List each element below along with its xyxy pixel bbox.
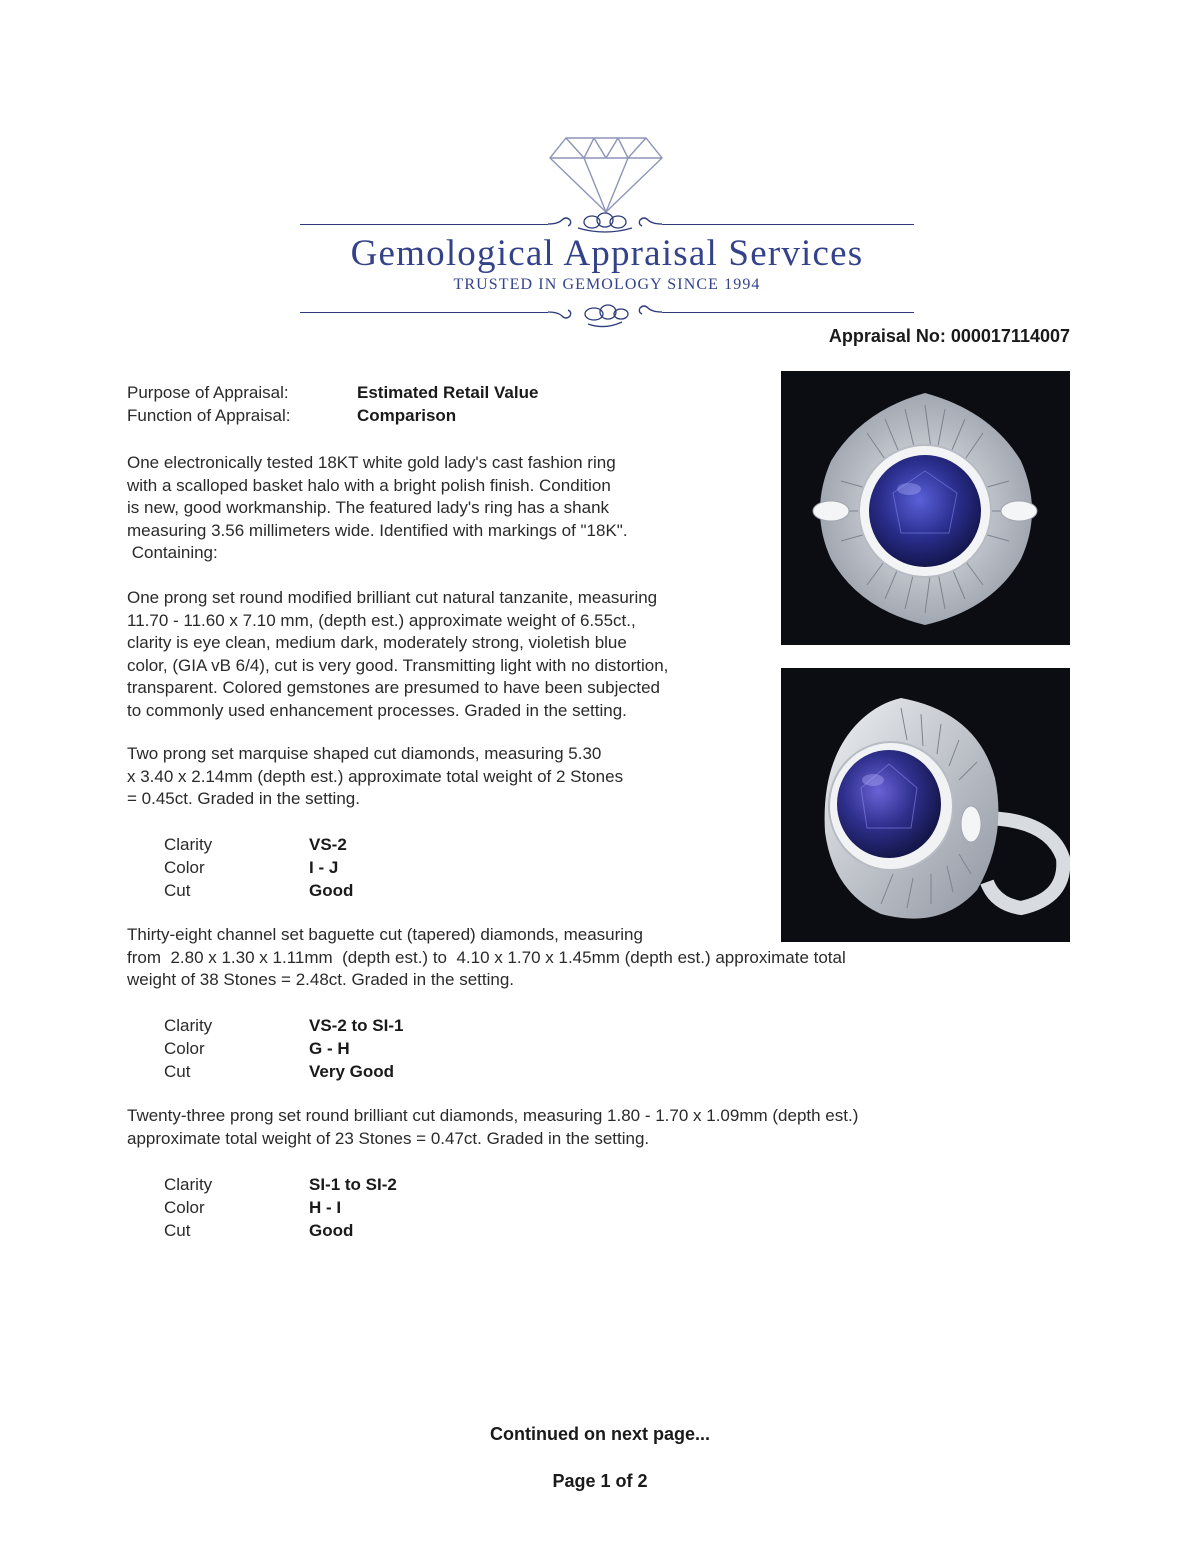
continued-note: Continued on next page... <box>490 1424 710 1444</box>
round-grades <box>164 1173 464 1243</box>
grade-label: Cut <box>164 1221 191 1240</box>
center-stone-description <box>127 587 767 723</box>
text-line: to commonly used enhancement processes. Graded in the setting. <box>127 700 627 720</box>
text-line: color, (GIA vB 6/4), cut is very good. Transmitting light with no distortion, <box>127 655 669 675</box>
text-line: Containing: <box>127 543 218 563</box>
text-line: One prong set round modified brilliant cut natural tanzanite, measuring <box>127 588 658 607</box>
grade-value: I - J <box>309 858 339 877</box>
grade-value: VS-2 to SI-1 <box>309 1016 404 1035</box>
grade-value: Good <box>309 1221 354 1240</box>
text-line: x 3.40 x 2.14mm (depth est.) approximate total weight of 2 Stones <box>127 766 624 786</box>
page-number: Page 1 of 2 <box>552 1471 648 1491</box>
ring-photo-angled <box>781 668 1070 942</box>
ring-photo-top <box>781 371 1070 645</box>
grade-value: Good <box>309 881 354 900</box>
grade-label: Clarity <box>164 1175 213 1194</box>
appraisal-number: Appraisal No: 000017114007 <box>828 326 1070 346</box>
grade-label: Color <box>164 1039 205 1058</box>
grade-label: Clarity <box>164 835 213 854</box>
grade-label: Cut <box>164 1062 191 1081</box>
bottom-rule-left <box>300 312 548 313</box>
baguette-grades <box>164 1014 464 1084</box>
text-line: from 2.80 x 1.30 x 1.11mm (depth est.) to 4.10 x 1.70 x 1.45mm (depth est.) approximate total <box>127 947 846 967</box>
text-line: with a scalloped basket halo with a bright polish finish. Condition <box>127 475 611 495</box>
ring-top-view-image <box>781 371 1070 645</box>
text-line: Twenty-three prong set round brilliant cut diamonds, measuring 1.80 - 1.70 x 1.09mm (depth est.) <box>127 1106 859 1125</box>
text-line: weight of 38 Stones = 2.48ct. Graded in the setting. <box>127 970 514 990</box>
grade-value: H - I <box>309 1198 342 1217</box>
purpose-label: Purpose of Appraisal: <box>127 383 289 402</box>
purpose-block <box>127 383 687 431</box>
marquise-description <box>127 743 747 811</box>
flourish-bottom-icon <box>548 298 662 330</box>
text-line: transparent. Colored gemstones are presumed to have been subjected <box>127 678 660 698</box>
text-line: One electronically tested 18KT white gold lady's cast fashion ring <box>127 453 616 472</box>
grade-label: Cut <box>164 881 191 900</box>
company-name: Gemological Appraisal Services <box>350 233 864 274</box>
ring-angle-view-image <box>781 668 1070 942</box>
diamond-logo-icon <box>548 132 664 214</box>
function-label: Function of Appraisal: <box>127 406 291 425</box>
grade-label: Color <box>164 1198 205 1217</box>
ring-description <box>127 452 767 565</box>
grade-label: Color <box>164 858 205 877</box>
top-rule-left <box>300 224 548 225</box>
grade-value: Very Good <box>309 1062 395 1081</box>
text-line: clarity is eye clean, medium dark, moderately strong, violetish blue <box>127 633 627 653</box>
bottom-rule-right <box>662 312 914 313</box>
text-line: is new, good workmanship. The featured lady's ring has a shank <box>127 498 610 518</box>
text-line: 11.70 - 11.60 x 7.10 mm, (depth est.) approximate weight of 6.55ct., <box>127 610 636 630</box>
grade-label: Clarity <box>164 1016 213 1035</box>
text-line: approximate total weight of 23 Stones = 0.47ct. Graded in the setting. <box>127 1128 650 1148</box>
top-rule-right <box>662 224 914 225</box>
text-line: = 0.45ct. Graded in the setting. <box>127 789 360 809</box>
grade-value: VS-2 <box>309 835 347 854</box>
text-line: Thirty-eight channel set baguette cut (tapered) diamonds, measuring <box>127 925 643 944</box>
company-tagline: TRUSTED IN GEMOLOGY SINCE 1994 <box>453 276 761 293</box>
text-line: Two prong set marquise shaped cut diamonds, measuring 5.30 <box>127 744 602 763</box>
grade-value: SI-1 to SI-2 <box>309 1175 397 1194</box>
purpose-value: Estimated Retail Value <box>357 383 539 402</box>
function-value: Comparison <box>357 406 457 425</box>
grade-value: G - H <box>309 1039 350 1058</box>
round-description <box>127 1105 1047 1150</box>
marquise-grades <box>164 833 464 903</box>
text-line: measuring 3.56 millimeters wide. Identified with markings of "18K". <box>127 520 628 540</box>
